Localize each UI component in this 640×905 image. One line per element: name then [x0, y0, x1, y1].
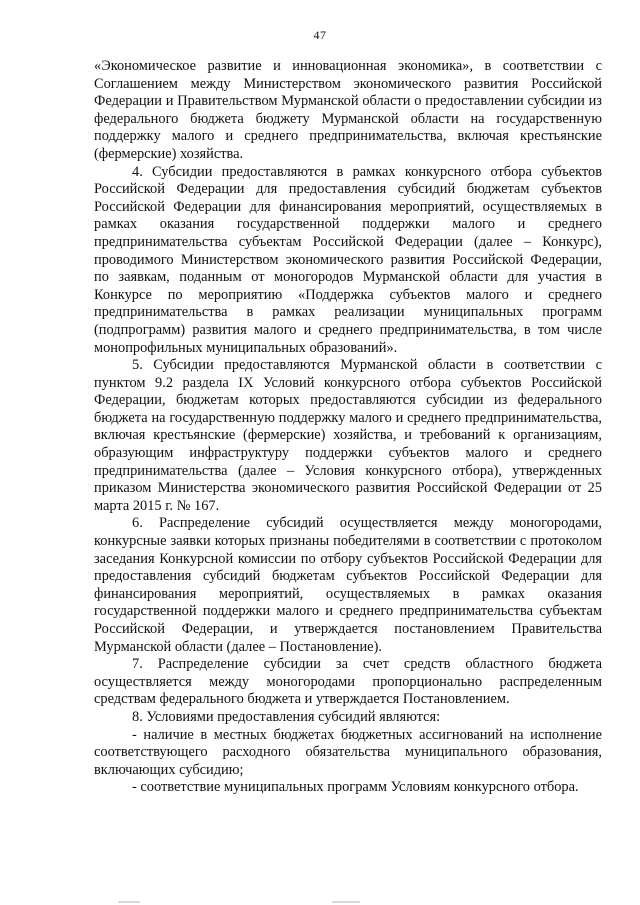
paragraph-item-7: 7. Распределение субсидии за счет средств областного бюджета осуществляется между моногородами пропорционально распределенным средствам федерального бюджета и утверждается Постановлением. — [94, 656, 602, 708]
list-item-condition-1: - наличие в местных бюджетах бюджетных ассигнований на исполнение соответствующего расходного обязательства муниципального образования, включающих субсидию; — [94, 726, 602, 778]
list-item-condition-2: - соответствие муниципальных программ Условиям конкурсного отбора. — [132, 779, 579, 796]
paragraph-item-5: 5. Субсидии предоставляются Мурманской области в соответствии с пунктом 9.2 раздела IX Условий конкурсного отбора субъектов Российской Федерации, бюджетам которых предоставляются субсидии из федерального бюджета на государственную поддержку малого и среднего предпринимательства, включая крестьянские (фермерские) хозяйства, и требований к организациям, образующим инфраструктуру поддержки субъектов малого и среднего предпринимательства (далее – Условия конкурсного отбора), утвержденных приказом Министерства экономического развития Российской Федерации от 25 марта 2015 г. № 167. — [94, 357, 602, 514]
scan-artifact-left — [118, 901, 140, 903]
page-number: 47 — [313, 28, 327, 42]
paragraph-item-8: 8. Условиями предоставления субсидий являются: — [132, 708, 441, 725]
paragraph-item-4: 4. Субсидии предоставляются в рамках конкурсного отбора субъектов Российской Федерации для предоставления субсидий бюджетам субъектов Российской Федерации для финансирования мероприятий, осуществляемых в рамках оказания государственной поддержки малого и среднего предпринимательства субъектам Российской Федерации (далее – Конкурс), проводимого Министерством экономического развития Российской Федерации, по заявкам, поданным от моногородов Мурманской области для участия в Конкурсе по мероприятию «Поддержка субъектов малого и среднего предпринимательства в рамках реализации муниципальных программ (подпрограмм) развития малого и среднего предпринимательства, в том числе монопрофильных муниципальных образований». — [94, 163, 602, 356]
document-body — [94, 58, 602, 797]
scan-artifact-right — [332, 901, 360, 903]
paragraph-continuation: «Экономическое развитие и инновационная экономика», в соответствии с Соглашением между Министерством экономического развития Российской Федерации и Правительством Мурманской области о предоставлении субсидии из федерального бюджета бюджету Мурманской области на государственную поддержку малого и среднего предпринимательства, включая крестьянские (фермерские) хозяйства. — [94, 58, 602, 162]
paragraph-item-6: 6. Распределение субсидий осуществляется между моногородами, конкурсные заявки которых признаны победителями в соответствии с протоколом заседания Конкурсной комиссии по отбору субъектов Российской Федерации для предоставления субсидий бюджетам субъектов Российской Федерации для финансирования мероприятий, осуществляемых в рамках оказания государственной поддержки малого и среднего предпринимательства субъектам Российской Федерации, и утверждается постановлением Правительства Мурманской области (далее – Постановление). — [94, 515, 602, 655]
